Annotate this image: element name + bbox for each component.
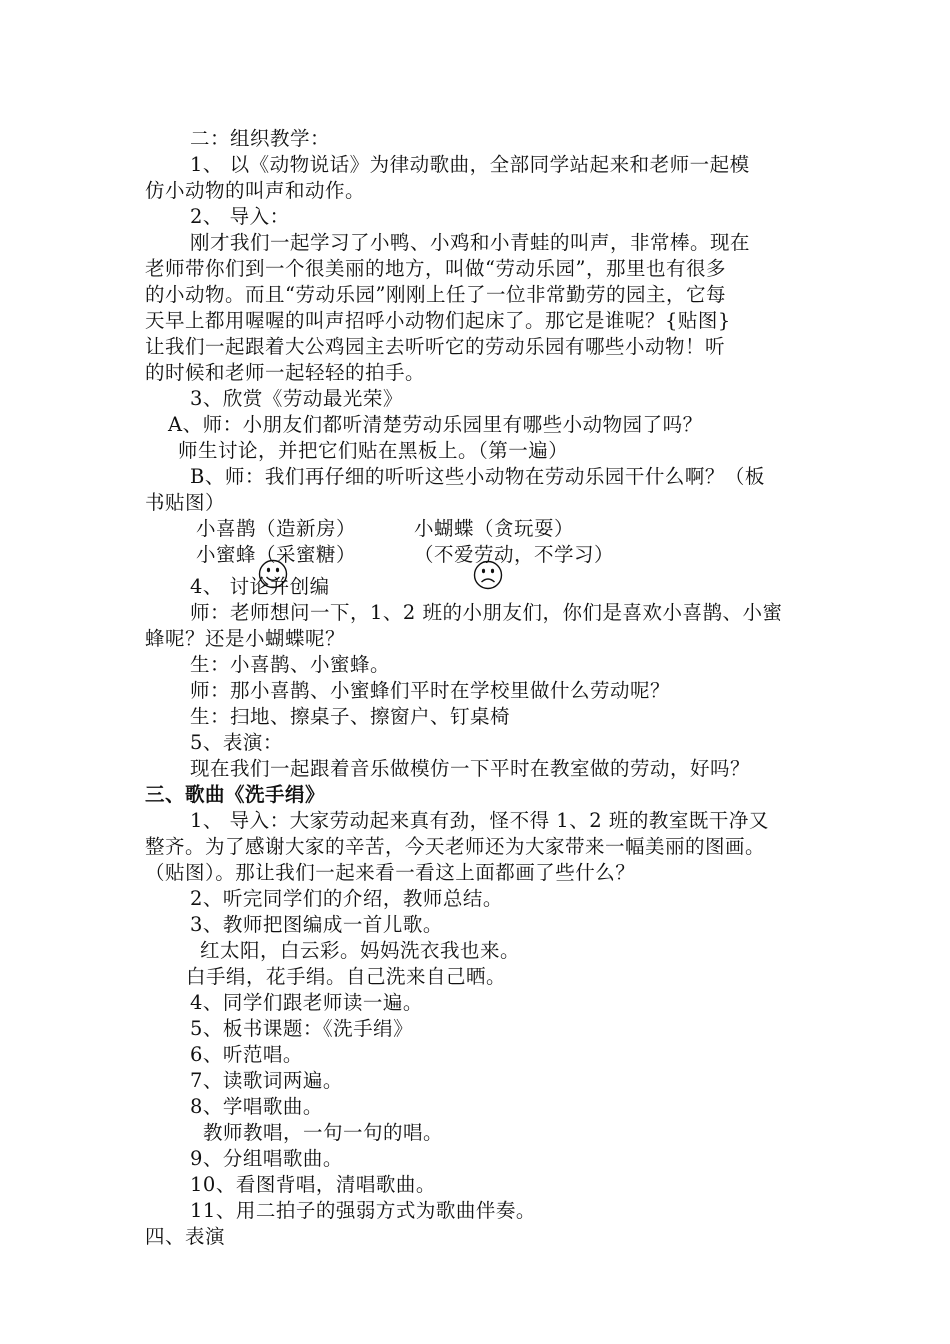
paragraph-line: 教师教唱，一句一句的唱。 xyxy=(203,1121,444,1144)
paragraph-line: 刚才我们一起学习了小鸭、小鸡和小青蛙的叫声，非常棒。现在 xyxy=(190,231,751,254)
paragraph-line: （贴图）。那让我们一起来看一看这上面都画了些什么？ xyxy=(145,861,636,884)
paragraph-line: 现在我们一起跟着音乐做模仿一下平时在教室做的劳动，好吗？ xyxy=(190,757,751,780)
paragraph-line: 师生讨论，并把它们贴在黑板上。（第一遍） xyxy=(178,439,569,462)
paragraph-line: 5、板书课题：《洗手绢》 xyxy=(190,1017,414,1040)
paragraph-line: 整齐。为了感谢大家的辛苦，今天老师还为大家带来一幅美丽的图画。 xyxy=(145,835,766,858)
frowning-face-icon xyxy=(473,560,503,590)
poem-line: 红太阳，白云彩。妈妈洗衣我也来。 xyxy=(200,939,521,962)
paragraph-line: 8、学唱歌曲。 xyxy=(190,1095,323,1118)
paragraph-line: 2、听完同学们的介绍，教师总结。 xyxy=(190,887,503,910)
paragraph-line: 10、看图背唱，清唱歌曲。 xyxy=(190,1173,436,1196)
paragraph-line: 11、用二拍子的强弱方式为歌曲伴奏。 xyxy=(190,1199,536,1222)
paragraph-line: B、师：我们再仔细的听听这些小动物在劳动乐园干什么啊？（板 xyxy=(190,465,765,488)
section-heading-organize: 二：组织教学： xyxy=(190,127,331,150)
poem-line: 白手绢，花手绢。自己洗来自己晒。 xyxy=(186,965,507,988)
paragraph-line: 生：扫地、擦桌子、擦窗户、钉桌椅 xyxy=(190,705,511,728)
paragraph-line: 师：那小喜鹊、小蜜蜂们平时在学校里做什么劳动呢？ xyxy=(190,679,671,702)
paragraph-line: 生：小喜鹊、小蜜蜂。 xyxy=(190,653,391,676)
paragraph-line: 让我们一起跟着大公鸡园主去听听它的劳动乐园有哪些小动物！听 xyxy=(145,335,726,358)
paragraph-line: 1、 导入：大家劳动起来真有劲，怪不得 1、2 班的教室既干净又 xyxy=(190,809,769,832)
section-heading-song: 三、歌曲《洗手绢》 xyxy=(145,783,326,806)
paragraph-line: 书贴图） xyxy=(145,491,226,514)
paragraph-line: 7、读歌词两遍。 xyxy=(190,1069,343,1092)
paragraph-line: 3、教师把图编成一首儿歌。 xyxy=(190,913,443,936)
paragraph-line: 蜂呢？还是小蝴蝶呢？ xyxy=(145,627,346,650)
board-item-butterfly: 小蝴蝶（贪玩耍） xyxy=(414,517,575,540)
paragraph-line: 4、同学们跟老师读一遍。 xyxy=(190,991,423,1014)
paragraph-line: 6、听范唱。 xyxy=(190,1043,303,1066)
paragraph-line: 9、分组唱歌曲。 xyxy=(190,1147,343,1170)
paragraph-line: A、师：小朋友们都听清楚劳动乐园里有哪些小动物园了吗？ xyxy=(168,413,703,436)
paragraph-line: 3、欣赏《劳动最光荣》 xyxy=(190,387,403,410)
paragraph-line: 天早上都用喔喔的叫声招呼小动物们起床了。那它是谁呢？{贴图} xyxy=(145,309,731,332)
paragraph-line: 1、 以《动物说话》为律动歌曲，全部同学站起来和老师一起模 xyxy=(190,153,750,176)
paragraph-line: 仿小动物的叫声和动作。 xyxy=(145,179,366,202)
board-item-magpie: 小喜鹊（造新房） xyxy=(196,517,357,540)
board-item-bee: 小蜜蜂（采蜜糖） xyxy=(196,543,357,566)
paragraph-line: 师：老师想问一下，1、2 班的小朋友们，你们是喜欢小喜鹊、小蜜 xyxy=(190,601,783,624)
paragraph-line: 5、表演： xyxy=(190,731,283,754)
paragraph-line: 老师带你们到一个很美丽的地方，叫做“劳动乐园”，那里也有很多 xyxy=(145,257,726,280)
section-heading-performance: 四、表演 xyxy=(145,1225,226,1248)
paragraph-line: 的时候和老师一起轻轻的拍手。 xyxy=(145,361,426,384)
paragraph-line: 4、 讨论并创编 xyxy=(190,575,330,598)
paragraph-line: 的小动物。而且“劳动乐园”刚刚上任了一位非常勤劳的园主，它每 xyxy=(145,283,726,306)
board-item-butterfly-note: （不爱劳动，不学习） xyxy=(414,543,615,566)
paragraph-line: 2、 导入： xyxy=(190,205,290,228)
